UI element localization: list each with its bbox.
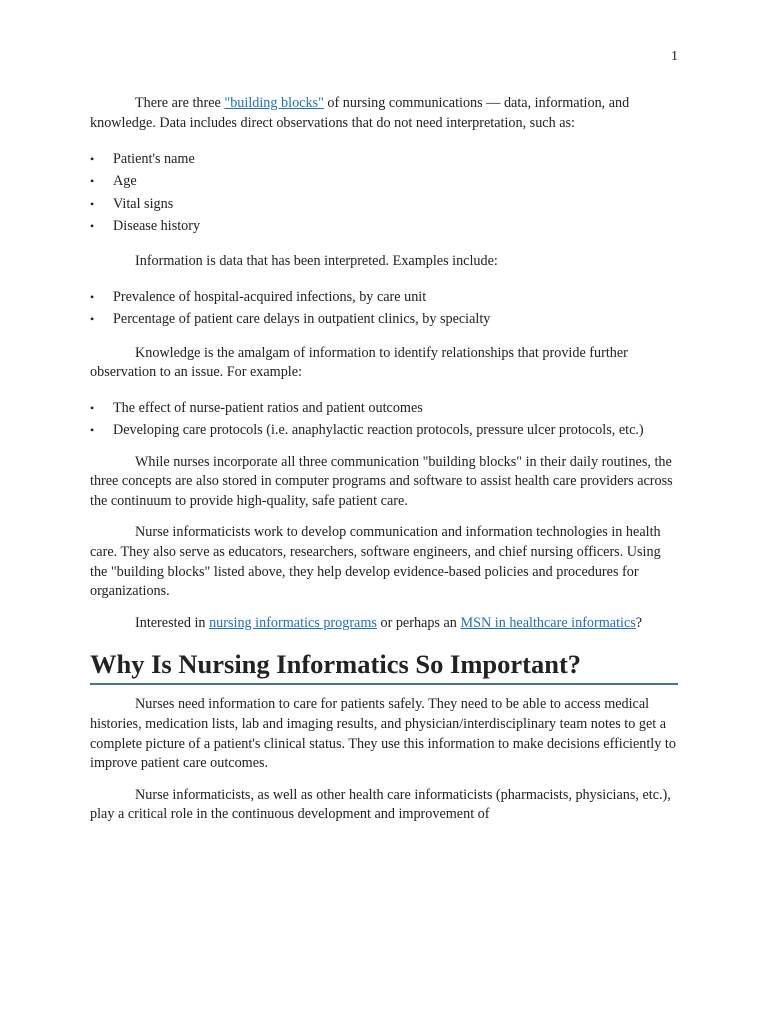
paragraph-building-blocks — [90, 94, 678, 133]
data-examples-list — [90, 150, 678, 236]
nursing-informatics-programs-link[interactable]: nursing informatics programs — [209, 614, 377, 631]
list-item-text: Prevalence of hospital-acquired infections, by care unit — [113, 288, 427, 305]
bullet-icon: • — [90, 312, 95, 327]
paragraph-nurses-need-information: Nurses need information to care for patients safely. They need to be able to access medical histories, medication lists, lab and imaging results, and physician/interdisciplinary team notes to get a complete picture of a patient's clinical status. They use this information to make decisions efficiently to improve patient care outcomes. — [90, 696, 676, 772]
information-examples-list — [90, 288, 678, 330]
list-item-text: Disease history — [113, 217, 201, 234]
bullet-icon: • — [90, 174, 95, 189]
paragraph-text: There are three — [135, 95, 225, 111]
list-item — [90, 150, 678, 170]
building-blocks-link[interactable]: "building blocks" — [224, 95, 324, 111]
paragraph-text: ? — [635, 614, 643, 631]
msn-healthcare-informatics-link[interactable]: MSN in healthcare informatics — [460, 614, 636, 631]
paragraph-interested-in — [90, 614, 678, 634]
list-item — [90, 288, 678, 308]
bullet-icon: • — [90, 218, 95, 233]
list-item-text: Percentage of patient care delays in outpatient clinics, by specialty — [113, 311, 491, 328]
bullet-icon: • — [90, 152, 95, 167]
list-item — [90, 217, 678, 237]
list-item — [90, 195, 678, 215]
list-item-text: Patient's name — [113, 151, 195, 168]
list-item-text: The effect of nurse-patient ratios and patient outcomes — [113, 399, 423, 416]
list-item — [90, 172, 678, 192]
paragraph-knowledge: Knowledge is the amalgam of information to identify relationships that provide further observation to an issue. For example: — [90, 344, 628, 381]
paragraph-text: Interested in — [135, 614, 210, 631]
paragraph-daily-routines: While nurses incorporate all three communication "building blocks" in their daily routines, the three concepts are also stored in computer programs and software to assist health care providers across the continuum to provide high-quality, safe patient care. — [90, 453, 673, 509]
paragraph-text: of nursing communications — data, information, and knowledge. Data includes direct observations that do not need interpretation, such as: — [90, 95, 630, 131]
bullet-icon: • — [90, 196, 95, 211]
bullet-icon: • — [90, 423, 95, 438]
paragraph-nurse-informaticists-roles: Nurse informaticists work to develop communication and information technologies in health care. They also serve as educators, researchers, software engineers, and chief nursing officers. Using the "building blocks" listed above, they help develop evidence-based policies and procedures for organizations. — [90, 524, 661, 600]
bullet-icon: • — [90, 400, 95, 415]
list-item-text: Vital signs — [113, 195, 174, 212]
list-item — [90, 399, 678, 419]
list-item — [90, 310, 678, 330]
page-number: 1 — [671, 49, 678, 64]
paragraph-information: Information is data that has been interpreted. Examples include: — [135, 253, 498, 270]
list-item-text: Developing care protocols (i.e. anaphylactic reaction protocols, pressure ulcer protocols, etc.) — [113, 422, 644, 439]
list-item — [90, 421, 678, 441]
bullet-icon: • — [90, 289, 95, 304]
list-item-text: Age — [113, 173, 137, 190]
document-body — [90, 94, 678, 825]
section-heading: Why Is Nursing Informatics So Important? — [90, 647, 678, 685]
knowledge-examples-list — [90, 399, 678, 441]
paragraph-text: or perhaps an — [376, 614, 461, 631]
paragraph-critical-role: Nurse informaticists, as well as other health care informaticists (pharmacists, physicians, etc.), play a critical role in the continuous development and improvement of — [90, 786, 671, 823]
